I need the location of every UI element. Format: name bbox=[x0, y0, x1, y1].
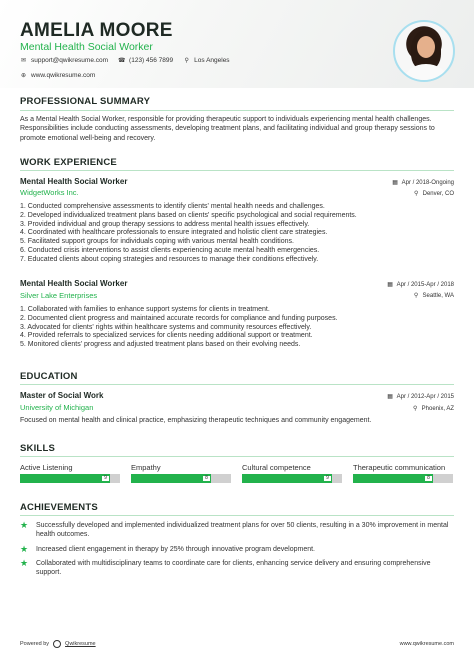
contact-row-website bbox=[20, 72, 95, 79]
photo-face bbox=[417, 36, 435, 58]
contact-website[interactable] bbox=[20, 72, 95, 79]
education-location bbox=[412, 405, 454, 412]
skill-level: 9 bbox=[323, 475, 332, 482]
job-1-company: WidgetWorks Inc. bbox=[20, 188, 79, 197]
globe-icon: ⊕ bbox=[20, 73, 27, 79]
brand-text: Qwikresume bbox=[65, 641, 96, 647]
list-item: 1. Collaborated with families to enhance support systems for clients in treatment. bbox=[20, 306, 270, 313]
website-text: www.qwikresume.com bbox=[31, 72, 96, 79]
job-2-location-text: Seattle, WA bbox=[422, 292, 454, 299]
job-1-bullets bbox=[20, 203, 456, 265]
skills-heading: SKILLS bbox=[20, 443, 55, 454]
powered-by-text: Powered by bbox=[20, 641, 50, 647]
candidate-name: AMELIA MOORE bbox=[20, 20, 173, 41]
skill-name: Active Listening bbox=[20, 463, 73, 472]
star-icon: ★ bbox=[20, 520, 29, 530]
envelope-icon: ✉ bbox=[20, 58, 27, 64]
achievement-text: Increased client engagement in therapy by 25% through innovative program development. bbox=[36, 546, 316, 553]
education-degree: Master of Social Work bbox=[20, 391, 104, 400]
job-1-role: Mental Health Social Worker bbox=[20, 177, 128, 186]
map-pin-icon: ⚲ bbox=[184, 58, 189, 64]
achievement-item bbox=[20, 545, 456, 554]
job-2-role: Mental Health Social Worker bbox=[20, 279, 128, 288]
footer-url[interactable]: www.qwikresume.com bbox=[399, 641, 454, 647]
skill-fill bbox=[20, 474, 110, 483]
skill-item bbox=[353, 463, 453, 483]
education-school: University of Michigan bbox=[20, 403, 94, 412]
skill-item bbox=[131, 463, 231, 483]
list-item: 4. Provided referrals to specialized services for clients needing additional support or treatment. bbox=[20, 332, 313, 340]
calendar-icon: ▦ bbox=[387, 394, 393, 400]
calendar-icon: ▦ bbox=[392, 180, 398, 186]
pin-icon: ⚲ bbox=[412, 406, 418, 412]
achievement-item bbox=[20, 559, 456, 578]
list-item: 2. Documented client progress and maintained accurate records for compliance and funding purposes. bbox=[20, 314, 338, 322]
achievement-text: Collaborated with multidisciplinary teams to coordinate care for clients, enhancing service delivery and ensuring comprehensive support. bbox=[36, 560, 431, 577]
achievements-divider bbox=[20, 515, 454, 516]
job-1-date bbox=[392, 179, 454, 186]
job-2-company: Silver Lake Enterprises bbox=[20, 291, 98, 300]
experience-divider bbox=[20, 170, 454, 171]
skill-level: 8 bbox=[424, 475, 433, 482]
pin-icon: ⚲ bbox=[413, 293, 419, 299]
photo-shirt bbox=[405, 64, 447, 82]
education-location-text: Phoenix, AZ bbox=[421, 405, 454, 412]
education-heading: EDUCATION bbox=[20, 371, 78, 382]
skill-item bbox=[20, 463, 120, 483]
skill-fill bbox=[353, 474, 433, 483]
star-icon: ★ bbox=[20, 544, 29, 554]
skill-name: Therapeutic communication bbox=[353, 463, 446, 472]
pin-icon: ⚲ bbox=[413, 191, 419, 197]
contact-location bbox=[183, 57, 229, 64]
summary-text: As a Mental Health Social Worker, responsible for providing therapeutic support to individuals experiencing mental health challenges. Responsibilities include conducting assessments, developing treatment plans, and facilitating individual and group therapy sessions to promote emotional well-being and recovery. bbox=[20, 116, 435, 142]
list-item: 2. Developed individualized treatment plans based on clients' specific psychological and social requirements. bbox=[20, 211, 357, 219]
location-text: Los Angeles bbox=[194, 57, 230, 64]
list-item: 3. Provided individual and group therapy sessions to address mental health issues effectively. bbox=[20, 220, 310, 228]
phone-icon: ☎ bbox=[118, 58, 126, 64]
list-item: 6. Conducted crisis interventions to assist clients experiencing acute mental health emergencies. bbox=[20, 246, 320, 254]
education-date bbox=[387, 393, 454, 400]
job-1-location bbox=[413, 190, 454, 197]
skill-fill bbox=[242, 474, 332, 483]
job-2-location bbox=[413, 292, 454, 299]
skills-divider bbox=[20, 456, 454, 457]
list-item: 1. Conducted comprehensive assessments to identify clients' mental health needs and challenges. bbox=[20, 203, 325, 210]
job-2-date bbox=[387, 281, 454, 288]
skill-name: Empathy bbox=[131, 463, 161, 472]
list-item: 5. Monitored clients' progress and adjusted treatment plans based on their evolving needs. bbox=[20, 341, 301, 349]
phone-text: (123) 456 7899 bbox=[129, 57, 174, 64]
job-1-date-text: Apr / 2018-Ongoing bbox=[401, 179, 454, 186]
skill-bar bbox=[20, 474, 120, 483]
calendar-icon: ▦ bbox=[387, 282, 393, 288]
skill-level: 9 bbox=[101, 475, 110, 482]
contact-email[interactable] bbox=[20, 57, 108, 64]
education-description: Focused on mental health and clinical practice, emphasizing therapeutic techniques and community engagement. bbox=[20, 417, 372, 424]
list-item: 5. Facilitated support groups for individuals coping with various mental health conditions. bbox=[20, 238, 294, 246]
contact-row bbox=[20, 57, 230, 64]
skill-name: Cultural competence bbox=[242, 463, 311, 472]
skill-fill bbox=[131, 474, 211, 483]
skill-bar bbox=[353, 474, 453, 483]
list-item: 3. Advocated for clients' rights within healthcare systems and community resources effectively. bbox=[20, 323, 312, 331]
skill-level: 8 bbox=[202, 475, 211, 482]
education-divider bbox=[20, 384, 454, 385]
education-date-text: Apr / 2012-Apr / 2015 bbox=[396, 393, 454, 400]
achievement-item bbox=[20, 521, 456, 540]
list-item: 4. Coordinated with healthcare professionals to ensure integrated and holistic client care strategies. bbox=[20, 229, 328, 237]
profile-photo bbox=[393, 20, 455, 82]
achievements-heading: ACHIEVEMENTS bbox=[20, 502, 98, 513]
list-item: 7. Educated clients about coping strategies and resources to manage their conditions effectively. bbox=[20, 255, 319, 263]
experience-heading: WORK EXPERIENCE bbox=[20, 157, 117, 168]
star-icon: ★ bbox=[20, 558, 29, 568]
email-text: support@qwikresume.com bbox=[31, 57, 109, 64]
candidate-title: Mental Health Social Worker bbox=[20, 41, 153, 53]
skill-item bbox=[242, 463, 342, 483]
job-2-bullets bbox=[20, 306, 456, 350]
skill-bar bbox=[242, 474, 342, 483]
job-1-location-text: Denver, CO bbox=[422, 190, 454, 197]
qwikresume-logo-icon bbox=[53, 640, 61, 648]
skill-bar bbox=[131, 474, 231, 483]
achievement-text: Successfully developed and implemented individualized treatment plans for over 50 clients, resulting in a 30% improvement in mental health outcomes. bbox=[36, 522, 449, 539]
summary-heading: PROFESSIONAL SUMMARY bbox=[20, 96, 151, 107]
contact-phone[interactable] bbox=[118, 57, 173, 64]
summary-divider bbox=[20, 110, 454, 111]
job-2-date-text: Apr / 2015-Apr / 2018 bbox=[396, 281, 454, 288]
footer-brand[interactable] bbox=[20, 640, 96, 648]
